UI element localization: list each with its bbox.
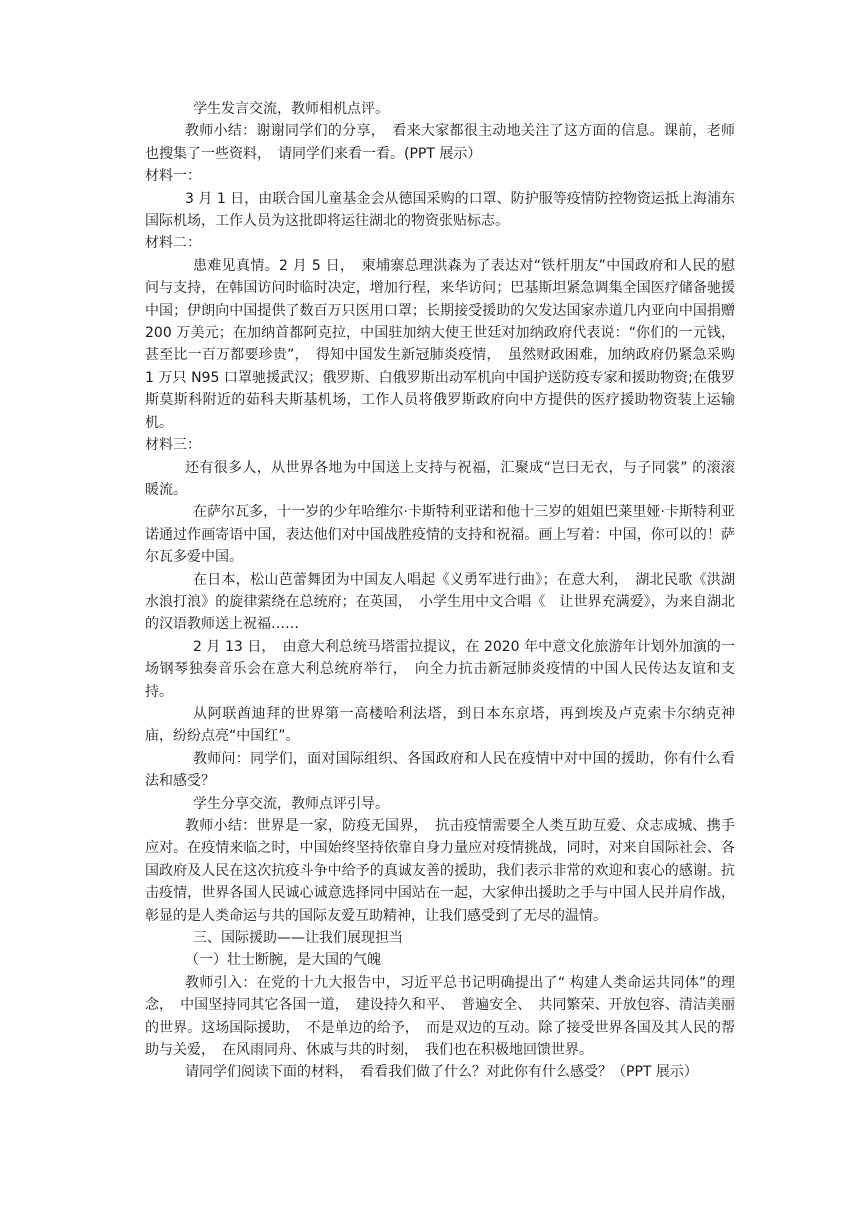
paragraph-reading-prompt: 请同学们阅读下面的材料， 看看我们做了什么？对此你有什么感受？（PPT 展示） — [185, 1064, 698, 1081]
paragraph-teacher-summary-2: 教师小结：世界是一家，防疫无国界， 抗击疫情需要全人类互助互爱、众志成城、携手应对。在疫情来临之时，中国始终坚持依靠自身力量应对疫情挑战，同时，对来自国际社会、各国政府及人民在这次抗疫斗争中给予的真诚友善的援助，我们表示非常的欢迎和衷心的感谢。抗击疫情，世界各国人民诚心诚意选择同中国站在一起，大家伸出援助之手与中国人民并肩作战，彰显的是人类命运与共的国际友爱互助精神，让我们感受到了无尽的温情。 — [145, 818, 735, 924]
paragraph-material-1: 3 月 1 日，由联合国儿童基金会从德国采购的口罩、防护服等疫情防控物资运抵上海浦东国际机场，工作人员为这批即将运往湖北的物资张贴标志。 — [145, 190, 735, 230]
document-body — [145, 98, 735, 1084]
paragraph-el-salvador: 在萨尔瓦多，十一岁的少年哈维尔·卡斯特利亚诺和他十三岁的姐姐巴莱里娅·卡斯特利亚诺通过作画寄语中国，表达他们对中国战胜疫情的支持和祝福。画上写着：中国，你可以的！萨尔瓦多爱中国。 — [145, 504, 735, 566]
paragraph-feb-13-concert: 2 月 13 日， 由意大利总统马塔雷拉提议，在 2020 年中意文化旅游年计划外加演的一场钢琴独奏音乐会在意大利总统府举行， 向全力抗击新冠肺炎疫情的中国人民传达友谊和支持。 — [145, 638, 735, 700]
paragraph-student-sharing: 学生分享交流，教师点评引导。 — [193, 795, 389, 812]
subsection-heading-1: （一）壮士断腕，是大国的气魄 — [185, 952, 381, 969]
paragraph-japan-italy-uk: 在日本，松山芭蕾舞团为中国友人唱起《义勇军进行曲》；在意大利， 湖北民歌《洪湖水浪打浪》的旋律萦绕在总统府；在英国， 小学生用中文合唱《 让世界充满爱》，为来自湖北的汉语教师送上祝福…… — [145, 571, 735, 633]
paragraph-material-2: 患难见真情。2 月 5 日， 柬埔寨总理洪森为了表达对“铁杆朋友”中国政府和人民的慰问与支持，在韩国访问时临时决定，增加行程，来华访问；巴基斯坦紧急调集全国医疗储备驰援中国；伊朗向中国提供了数百万只医用口罩；长期接受援助的欠发达国家赤道几内亚向中国捐赠 200 万美元；在加纳首都阿克拉，中国驻加纳大使王世廷对加纳政府代表说：“你们的一元钱，甚至比一百万都要珍贵”， 得知中国发生新冠肺炎疫情， 虽然财政困难，加纳政府仍紧急采购 1 万只 N95 口罩驰援武汉；俄罗斯、白俄罗斯出动军机向中国护送防疫专家和援助物资;在俄罗斯莫斯科附近的茹科夫斯基机场，工作人员将俄罗斯政府向中方提供的医疗援助物资装上运输机。 — [145, 257, 735, 431]
section-heading-3: 三、国际援助——让我们展现担当 — [193, 930, 403, 947]
label-material-3: 材料三： — [145, 437, 201, 454]
paragraph-teacher-summary-1: 教师小结：谢谢同学们的分享， 看来大家都很主动地关注了这方面的信息。课前，老师也搜集了一些资料， 请同学们来看一看。(PPT 展示） — [145, 123, 735, 162]
paragraph-material-3-intro: 还有很多人，从世界各地为中国送上支持与祝福，汇聚成“岂曰无衣，与子同裳” 的滚滚暖流。 — [145, 459, 735, 498]
paragraph-teacher-intro: 教师引入：在党的十九大报告中，习近平总书记明确提出了“ 构建人类命运共同体”的理念， 中国坚持同其它各国一道， 建设持久和平、 普遍安全、 共同繁荣、开放包容、清洁美丽的世界。这场国际援助， 不是单边的给予， 而是双边的互动。除了接受世界各国及其人民的帮助与关爱， 在风雨同舟、休戚与共的时刻， 我们也在积极地回馈世界。 — [145, 974, 735, 1059]
paragraph-teacher-question: 教师问：同学们，面对国际组织、各国政府和人民在疫情中对中国的援助，你有什么看法和感受？ — [145, 750, 735, 790]
label-material-1: 材料一： — [145, 168, 201, 185]
paragraph-student-discussion: 学生发言交流，教师相机点评。 — [193, 101, 389, 117]
paragraph-china-red: 从阿联酋迪拜的世界第一高楼哈利法塔，到日本东京塔，再到埃及卢克索卡尔纳克神庙，纷纷点亮“中国红”。 — [145, 705, 735, 745]
label-material-2: 材料二： — [145, 235, 201, 252]
